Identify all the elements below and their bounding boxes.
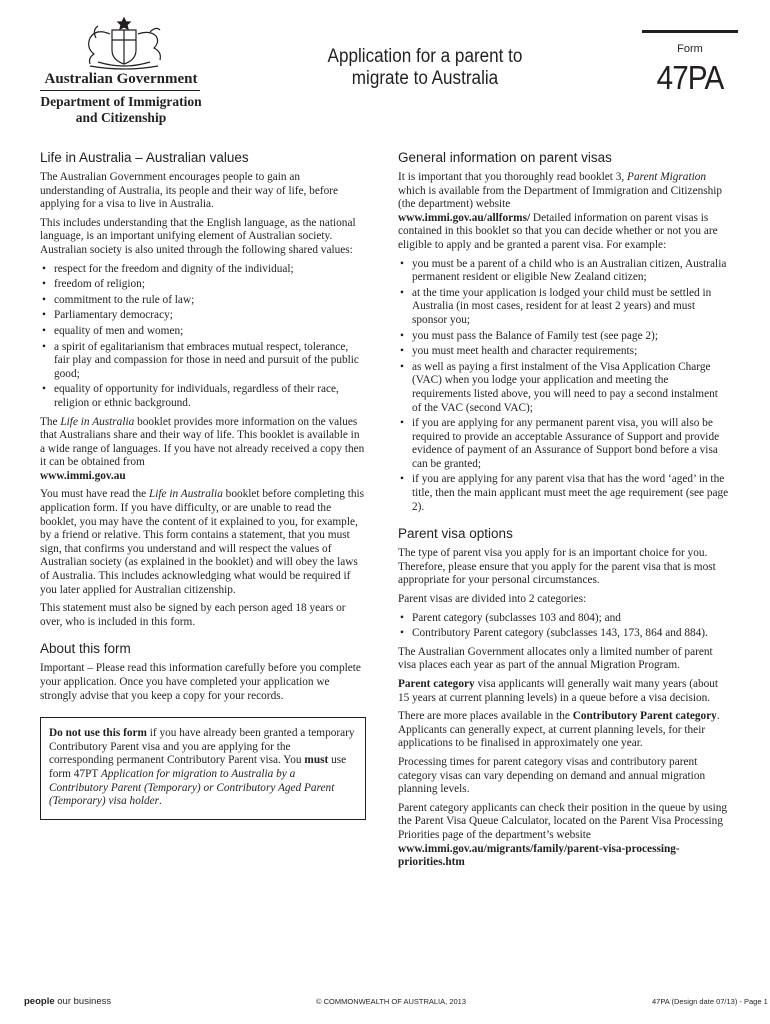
list-item: • a spirit of egalitarianism that embraces mutual respect, tolerance, fair play and compassion for those in need and pursuit of the public good; (40, 341, 366, 382)
department-name: Department of Immigration and Citizenship (40, 94, 202, 125)
form-code: 47PA (656, 59, 724, 96)
list-item: • you must pass the Balance of Family test (see page 2); (398, 330, 730, 344)
priorities-link[interactable]: www.immi.gov.au/migrants/family/parent-visa-processing-priorities.htm (398, 842, 680, 869)
coat-of-arms-icon (76, 16, 172, 72)
footer-copyright: © COMMONWEALTH OF AUSTRALIA, 2013 (316, 997, 466, 1006)
options-paragraph-5: There are more places available in the Contributory Parent category. Applicants can generally expect, at current planning levels, for their applications to be finalised in approximately one year. (398, 710, 720, 750)
notice-box: Do not use this form if you have already been granted a temporary Contributory Parent visa and you are applying for the corresponding permanent Contributory Parent visa. You must use form 47PT Application for migration to Australia by a Contributory Parent (Temporary) or Contributory Aged Parent (Temporary) visa holder. (40, 717, 366, 820)
list-item: • you must be a parent of a child who is an Australian citizen, Australia permanent resident or eligible New Zealand citizen; (398, 258, 730, 285)
options-paragraph-1: The type of parent visa you apply for is an important choice for you. Therefore, please ensure that you apply for the parent visa that is most appropriate for your personal circumstances. (398, 547, 716, 587)
eligibility-list (398, 258, 730, 515)
page-title: Application for a parent to migrate to Australia (327, 46, 523, 89)
left-column (40, 150, 366, 820)
about-heading: About this form (40, 641, 131, 657)
read-booklet-paragraph: You must have read the Life in Australia booklet before completing this application form. If you have difficulty, or are unable to read the booklet, you may have the content of it explained to you, for example, by a friend or relative. This form contains a statement, that you must sign, that confirms you understand and will respect the values of Australian society (as explained in the booklet) and will obey the laws of Australia. This includes acknowledging what would be required if you later applied for Australian citizenship. (40, 488, 365, 596)
list-item: • as well as paying a first instalment of the Visa Application Charge (VAC) when you lodge your application and meeting the requirements listed above, you will need to pay a second instalment of the VAC (second VAC); (398, 361, 730, 415)
footer-page-info: 47PA (Design date 07/13) - Page 1 (652, 997, 768, 1006)
categories-list (398, 612, 730, 641)
list-item: • Contributory Parent category (subclasses 143, 173, 864 and 884). (398, 627, 730, 641)
options-paragraph-6: Processing times for parent category visas and contributory parent category visas can vary depending on demand and annual migration planning levels. (398, 755, 706, 796)
statement-paragraph: This statement must also be signed by each person aged 18 years or over, who is included in this form. (40, 602, 346, 628)
list-item: • at the time your application is lodged your child must be settled in Australia (in most cases, resident for at least 2 years) and must sponsor you; (398, 287, 730, 328)
general-heading: General information on parent visas (398, 150, 612, 165)
header-divider (40, 90, 200, 91)
options-paragraph-2: Parent visas are divided into 2 categories: (398, 593, 587, 606)
allforms-link[interactable]: www.immi.gov.au/allforms/ (398, 211, 531, 224)
list-item: • equality of opportunity for individuals, regardless of their race, religion or ethnic background. (40, 383, 366, 410)
form-label: Form (677, 43, 703, 55)
list-item: • respect for the freedom and dignity of the individual; (40, 263, 366, 277)
immi-link[interactable]: www.immi.gov.au (40, 469, 126, 482)
list-item: • freedom of religion; (40, 278, 366, 292)
options-paragraph-3: The Australian Government allocates only a limited number of parent visa places each year as part of the annual Migration Program. (398, 645, 713, 672)
values-heading: Life in Australia – Australian values (40, 150, 249, 165)
list-item: • if you are applying for any permanent parent visa, you will also be required to provide an acceptable Assurance of Support and provide evidence of payment of an Assurance of Support bond before a visa can be granted; (398, 417, 730, 471)
list-item: • you must meet health and character requirements; (398, 345, 730, 359)
form-number-box (642, 30, 738, 108)
government-name: Australian Government (44, 71, 198, 87)
list-item: • if you are applying for any parent visa that has the word ‘aged’ in the title, then the main applicant must meet the age requirement (see page 2). (398, 473, 730, 514)
right-column (398, 150, 730, 875)
values-paragraph-2: This includes understanding that the English language, as the national language, is an important unifying element of Australian society. Australian society is also united through the following shared values: (40, 216, 356, 256)
options-paragraph-4: Parent category visa applicants will generally wait many years (about 15 years at current planning levels) in a queue before a visa decision. (398, 678, 719, 704)
options-heading: Parent visa options (398, 526, 513, 542)
general-paragraph: It is important that you thoroughly read booklet 3, Parent Migration which is available from the Department of Immigration and Citizenship (the department) website www.immi.gov.au/allforms/ Detailed information on parent visas is contained in this booklet so that you can decide whether or not you are eligible to apply and be granted a parent visa. For example: (398, 171, 723, 251)
list-item: • Parent category (subclasses 103 and 804); and (398, 612, 730, 626)
values-paragraph-1: The Australian Government encourages people to gain an understanding of Australia, its people and their way of life, before applying for a visa to live in Australia. (40, 171, 339, 211)
list-item: • equality of men and women; (40, 325, 366, 339)
page-header (0, 0, 770, 135)
about-paragraph: Important – Please read this information carefully before you complete your application. Once you have completed your application we strongly advise that you keep a copy for your records. (40, 662, 361, 702)
footer-slogan: people our business (24, 996, 112, 1007)
values-list (40, 263, 366, 411)
list-item: • commitment to the rule of law; (40, 294, 366, 308)
options-paragraph-7: Parent category applicants can check their position in the queue by using the Parent Visa Queue Calculator, located on the Parent Visa Processing Priorities page of the department’s website www.immi.gov.au/migrants/family/parent-visa-processing-priorities.htm (398, 801, 728, 869)
list-item: • Parliamentary democracy; (40, 309, 366, 323)
booklet-paragraph: The Life in Australia booklet provides more information on the values that Australians share and their way of life. This booklet is available in a wide range of languages. If you have not already received a copy then it can be obtained from www.immi.gov.au (40, 415, 365, 482)
